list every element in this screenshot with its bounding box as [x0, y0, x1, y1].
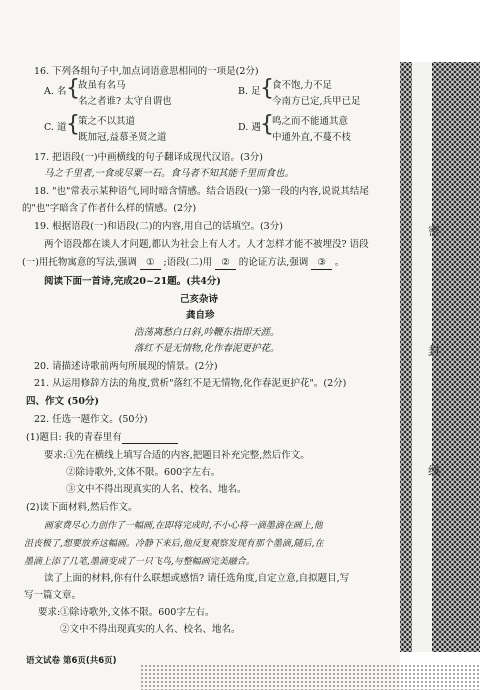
binding-char-3: 线: [427, 464, 440, 478]
q16-d2: 中通外直,不蔓不枝: [272, 132, 352, 143]
brace: {: [66, 76, 80, 101]
material-line-2: 沮丧极了,想要放弃这幅画。冷静下来后,他反复观察发现有那个墨滴,随后,在: [24, 539, 324, 549]
q19-line2: [22, 257, 344, 270]
binding-char-2: 封: [427, 344, 440, 358]
q21: 21. 从运用修辞方法的角度,赏析"落红不是无情物,化作春泥更护花"。(2分): [34, 378, 347, 389]
q16-b1: 食不饱,力不足: [272, 80, 333, 91]
brace: {: [66, 112, 80, 137]
q18-line1: 18. "也"常表示某种语气,同时暗含情感。结合语段(一)第一段的内容,说说其结尾: [34, 186, 369, 197]
poem-author: 龚自珍: [186, 310, 215, 321]
q16-c-label: C. 道: [44, 122, 67, 133]
q16-c1: 策之不以其道: [78, 116, 136, 127]
scan-noise: [140, 664, 480, 690]
brace: {: [260, 76, 274, 101]
q19-blank-3[interactable]: ③: [311, 257, 332, 270]
p1-req-2: ②除诗歌外,文体不限。600字左右。: [66, 467, 221, 478]
q19-text-c: 的论证方法,强调: [238, 257, 309, 268]
q18-line2: 的"也"字暗含了作者什么样的情感。(2分): [22, 203, 197, 214]
p1-req-3: ③文中不得出现真实的人名、校名、地名。: [66, 484, 247, 495]
seal-strip: [412, 62, 440, 652]
page-footer: 语文试卷 第6页(共6页): [26, 656, 117, 666]
q17-stem: 17. 把语段(一)中画横线的句子翻译成现代汉语。(3分): [34, 152, 263, 163]
p2-req-2: ②文中不得出现真实的人名、校名、地名。: [60, 624, 241, 635]
brace: {: [260, 112, 274, 137]
p1-req-1: 要求:①先在横线上填写合适的内容,把题目补充完整,然后作文。: [44, 450, 310, 461]
q19-text-a: (一)用托物寓意的写法,强调: [22, 257, 137, 268]
q16-b2: 今南方已定,兵甲已足: [272, 96, 361, 107]
q19-line1: 两个语段都在谈人才问题,都认为社会上有人才。人才怎样才能不被埋没? 语段: [44, 239, 369, 250]
material-line-4: 读了上面的材料,你有什么联想或感悟? 请任选角度,自定立意,自拟题目,写: [44, 573, 350, 584]
material-line-1: 画家费尽心力创作了一幅画,在即将完成时,不小心将一滴墨滴在画上,他: [44, 521, 323, 531]
poem-line-2: 落红不是无情物,化作春泥更护花。: [134, 343, 280, 354]
q22-prompt1-title: [26, 432, 178, 444]
binding-margin: [400, 62, 480, 652]
q19-text-b: ;语段(二)用: [163, 257, 213, 268]
section-title: 四、作文 (50分): [26, 396, 100, 407]
poem-title: 己亥杂诗: [180, 294, 219, 305]
q16-a1: 故虽有名马: [78, 80, 126, 91]
q19-blank-1[interactable]: ①: [140, 257, 161, 270]
q20: 20. 请描述诗歌前两句所展现的情景。(2分): [34, 361, 218, 372]
q16-a-label: A. 名: [44, 86, 67, 97]
q19-stem: 19. 根据语段(一)和语段(二)的内容,用自己的话填空。(3分): [34, 221, 283, 232]
prompt1-title-text: (1)题目: 我的青春里有: [26, 432, 122, 443]
material-line-5: 写一篇文章。: [24, 590, 82, 601]
binding-char-1: 密: [427, 224, 440, 238]
q16-c2: 既加冠,益慕圣贤之道: [78, 132, 167, 143]
q19-text-d: 。: [334, 257, 345, 268]
q16-a2: 名之者谁? 太守自谓也: [78, 96, 172, 107]
q16-d-label: D. 遇: [238, 122, 261, 133]
q19-blank-2[interactable]: ②: [215, 257, 236, 270]
q22-prompt2-title: (2)读下面材料,然后作文。: [26, 502, 138, 513]
poem-line-1: 浩荡离愁白日斜,吟鞭东指即天涯。: [134, 327, 280, 338]
p2-req-1: 要求:①除诗歌外,文体不限。600字左右。: [38, 607, 215, 618]
q22-stem: 22. 任选一题作文。(50分): [34, 414, 148, 425]
q17-sentence: 马之千里者,一食或尽粟一石。食马者不知其能千里而食也。: [44, 168, 295, 179]
q16-b-label: B. 足: [238, 86, 261, 97]
poem-intro: 阅读下面一首诗,完成20~21题。(共4分): [44, 276, 221, 287]
title-blank[interactable]: [122, 433, 178, 444]
q16-stem: 16. 下列各组句子中,加点词语意思相同的一项是(2分): [34, 66, 259, 77]
material-line-3: 墨滴上添了几笔,墨滴变成了一只飞鸟,与整幅画完美融合。: [24, 557, 255, 567]
q16-d1: 鸣之而不能通其意: [272, 116, 349, 127]
